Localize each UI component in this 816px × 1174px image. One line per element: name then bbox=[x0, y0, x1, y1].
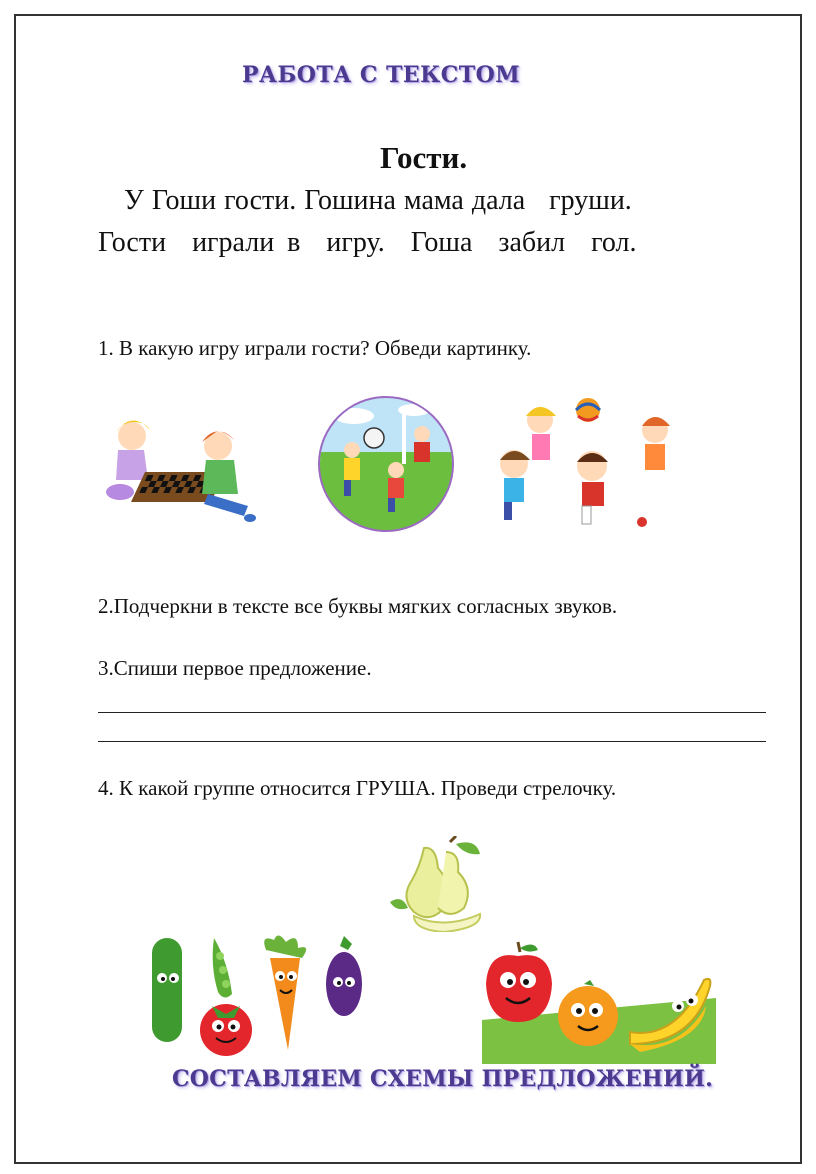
story-line-2: Гости играли в игру. Гоша забил гол. bbox=[98, 227, 637, 258]
ball-game-picture[interactable] bbox=[490, 394, 685, 534]
task-4-instruction: 4. К какой группе относится ГРУША. Проведи стрелочку. bbox=[98, 776, 617, 800]
pear-picture[interactable] bbox=[384, 836, 492, 932]
task-1-question: 1. В какую игру играли гости? Обведи картинку. bbox=[98, 336, 532, 360]
worksheet-title: РАБОТА С ТЕКСТОМ bbox=[242, 62, 521, 88]
vegetables-picture[interactable] bbox=[148, 932, 368, 1060]
task-2-instruction: 2.Подчеркни в тексте все буквы мягких согласных звуков. bbox=[98, 594, 618, 618]
chess-game-picture[interactable] bbox=[98, 410, 268, 530]
footer-title: СОСТАВЛЯЕМ СХЕМЫ ПРЕДЛОЖЕНИЙ. bbox=[172, 1066, 714, 1092]
story-title: Гости. bbox=[380, 140, 468, 175]
answer-line-2[interactable] bbox=[98, 741, 766, 742]
answer-line-1[interactable] bbox=[98, 712, 766, 713]
fruits-picture[interactable] bbox=[480, 940, 716, 1064]
story-line-1: У Гоши гости. Гошина мама дала груши. bbox=[124, 185, 632, 216]
football-game-picture[interactable] bbox=[314, 392, 458, 536]
task-3-instruction: 3.Спиши первое предложение. bbox=[98, 656, 372, 680]
